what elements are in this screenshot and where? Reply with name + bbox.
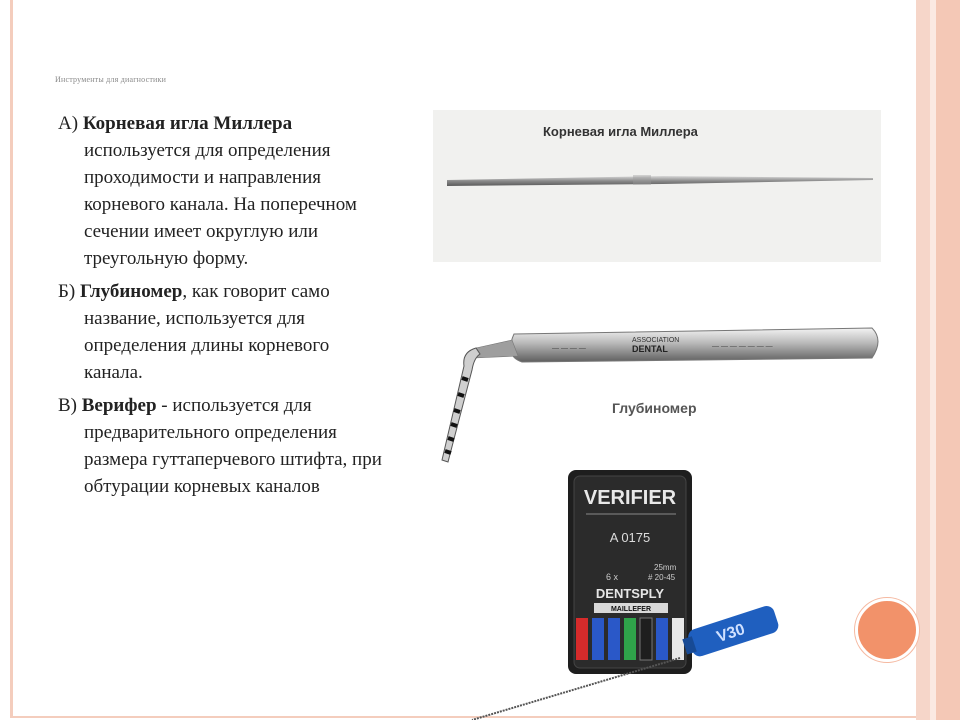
- paragraph-miller: [58, 110, 388, 272]
- decor-circle: [855, 598, 919, 662]
- term-miller: Корневая игла Миллера: [82, 113, 293, 134]
- miller-needle-drawing: [433, 110, 881, 262]
- paragraph-text: - используется для предварительного определения размера гуттаперчевого штифта, при обтурации корневых каналов: [84, 395, 382, 497]
- svg-text:— — — —: — — — —: [552, 345, 586, 352]
- verifier-box-length: 25mm: [654, 563, 677, 572]
- body-text: [58, 110, 388, 506]
- list-marker: В): [58, 395, 82, 416]
- term-verifier: Верифер: [81, 395, 157, 416]
- miller-needle-image: [433, 110, 881, 262]
- paragraph-verifier: [58, 392, 388, 500]
- verifier-box-range: # 20-45: [648, 573, 676, 582]
- paragraph-text: , как говорит само название, используется для определения длины корневого канала.: [84, 281, 330, 383]
- decor-stripe: [936, 0, 960, 720]
- verifier-handle-label: V30: [714, 621, 748, 647]
- paragraph-text: используется для определения проходимости и направления корневого канала. На поперечном сечении имеет округлую или треугольную форму.: [84, 140, 357, 269]
- verifier-box-title: VERIFIER: [583, 487, 677, 509]
- depth-gauge-caption: Глубиномер: [612, 400, 697, 416]
- term-depth-gauge: Глубиномер: [80, 281, 183, 302]
- verifier-file-handles: [576, 618, 684, 660]
- list-marker: А): [58, 113, 83, 134]
- slide-title: Инструменты для диагностики: [55, 75, 167, 84]
- verifier-image: [468, 470, 828, 720]
- decor-stripe: [916, 0, 930, 720]
- paragraph-depth-gauge: [58, 278, 388, 386]
- verifier-box-count: 6 x: [606, 572, 619, 582]
- verifier-box-brand: DENTSPLY: [595, 586, 665, 601]
- depth-gauge-image: [432, 318, 892, 468]
- verifier-box-code: A 0175: [609, 530, 651, 545]
- verifier-box-sub: MAILLEFER: [610, 606, 652, 613]
- engraving-text-1: ASSOCIATION: [632, 337, 680, 344]
- list-marker: Б): [58, 281, 80, 302]
- miller-caption: Корневая игла Миллера: [543, 124, 698, 139]
- engraving-text-2: DENTAL: [632, 344, 668, 354]
- svg-text:— — — — — — —: — — — — — — —: [712, 343, 773, 350]
